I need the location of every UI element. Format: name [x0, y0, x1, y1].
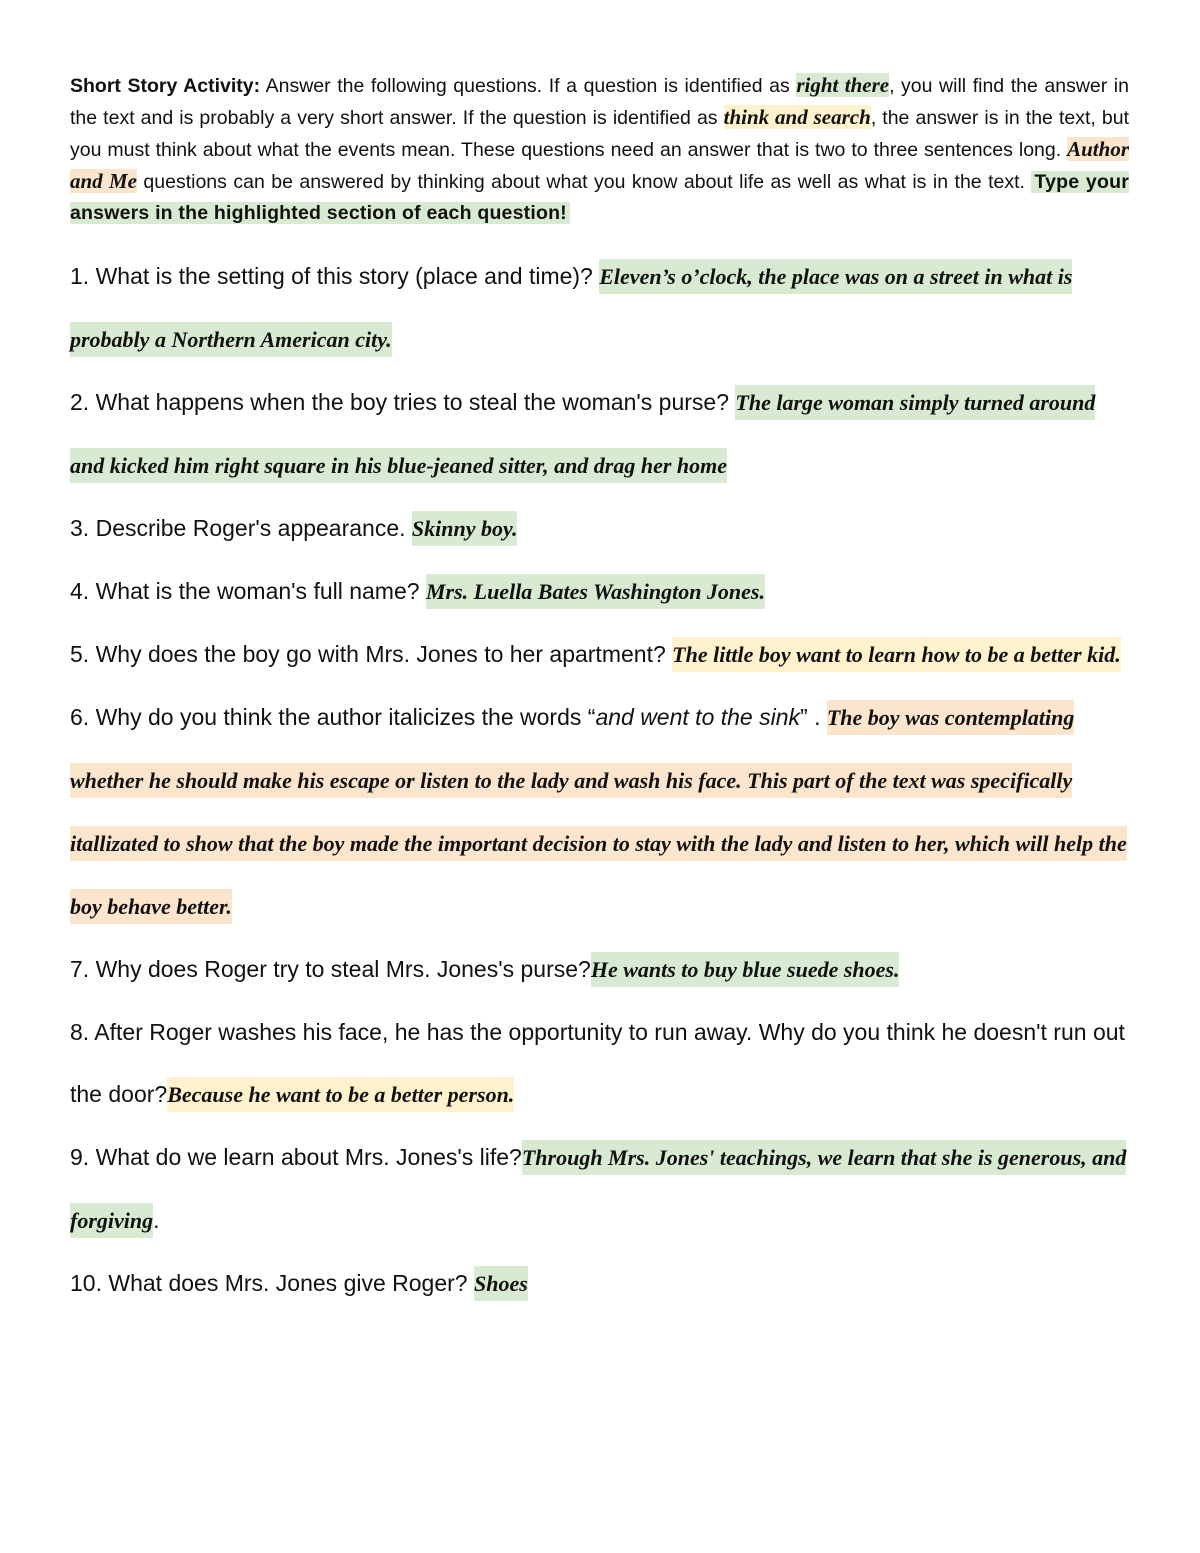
question-text: What is the setting of this story (place and time)? [89, 263, 600, 289]
question-number: 9. [70, 1144, 90, 1170]
question-text: Why do you think the author italicizes the words “ [89, 704, 596, 730]
question-9 [70, 1126, 1129, 1252]
question-8 [70, 1001, 1129, 1126]
author-and-me-tag: Author and Me [70, 137, 1129, 193]
intro-text: questions can be answered by thinking about what you know about life as well as what is in the text. [136, 171, 1032, 193]
answer-period: . [153, 1207, 160, 1233]
question-text: ” . [800, 704, 827, 730]
question-number: 7. [70, 956, 90, 982]
question-7 [70, 938, 1129, 1001]
question-1 [70, 245, 1129, 371]
question-text: Why does the boy go with Mrs. Jones to her apartment? [89, 641, 673, 667]
intro-paragraph [70, 70, 1129, 229]
question-number: 6. [70, 704, 90, 730]
question-text: What do we learn about Mrs. Jones's life? [89, 1144, 522, 1170]
question-text: What happens when the boy tries to steal the woman's purse? [89, 389, 736, 415]
answer-field[interactable]: He wants to buy blue suede shoes. [591, 952, 900, 987]
question-3 [70, 497, 1129, 560]
answer-field[interactable]: Eleven’s o’clock, the place was on a street in what is probably a Northern American city. [70, 259, 1072, 357]
question-number: 3. [70, 515, 90, 541]
question-number: 10. [70, 1270, 102, 1296]
question-5 [70, 623, 1129, 686]
question-6 [70, 686, 1129, 938]
question-text: What does Mrs. Jones give Roger? [101, 1270, 474, 1296]
intro-text: Answer the following questions. If a question is identified as [260, 75, 797, 97]
question-number: 2. [70, 389, 90, 415]
question-2 [70, 371, 1129, 497]
question-number: 1. [70, 263, 90, 289]
answer-field[interactable]: Because he want to be a better person. [167, 1077, 514, 1112]
question-text: What is the woman's full name? [89, 578, 426, 604]
intro-text: , you will find the answer in the text and is probably a very short answer. If the question is identified as [70, 75, 1129, 129]
question-text: Why does Roger try to steal Mrs. Jones's purse? [89, 956, 591, 982]
right-there-tag: right there [796, 73, 890, 97]
activity-title: Short Story Activity: [70, 75, 261, 97]
question-4 [70, 560, 1129, 623]
question-quoted-words: and went to the sink [595, 704, 801, 730]
answer-field[interactable]: Through Mrs. Jones' teachings, we learn that she is generous, and forgiving [70, 1140, 1126, 1238]
think-and-search-tag: think and search [723, 105, 871, 129]
question-number: 8. [70, 1019, 90, 1045]
answer-field[interactable]: Skinny boy. [412, 511, 518, 546]
answer-field[interactable]: The boy was contemplating whether he should make his escape or listen to the lady and wash his face. This part of the text was specifically itallizated to show that the boy made the important decision to stay with the lady and listen to her, which will help the boy behave better. [70, 700, 1127, 924]
question-text: Describe Roger's appearance. [89, 515, 412, 541]
question-text: After Roger washes his face, he has the opportunity to run away. Why do you think he doesn't run out the door? [70, 1019, 1125, 1107]
document-page [70, 70, 1129, 1315]
question-10 [70, 1252, 1129, 1315]
answer-field[interactable]: Mrs. Luella Bates Washington Jones. [426, 574, 765, 609]
answer-field[interactable]: Shoes [474, 1266, 528, 1301]
answer-field[interactable]: The large woman simply turned around and kicked him right square in his blue-jeaned sitter, and drag her home [70, 385, 1095, 483]
question-number: 4. [70, 578, 90, 604]
question-number: 5. [70, 641, 90, 667]
answer-field[interactable]: The little boy want to learn how to be a better kid. [672, 637, 1121, 672]
answer-instruction: Type your answers in the highlighted section of each question! [70, 171, 1129, 224]
intro-text: , the answer is in the text, but you must think about what the events mean. These questions need an answer that is two to three sentences long. [70, 107, 1129, 161]
